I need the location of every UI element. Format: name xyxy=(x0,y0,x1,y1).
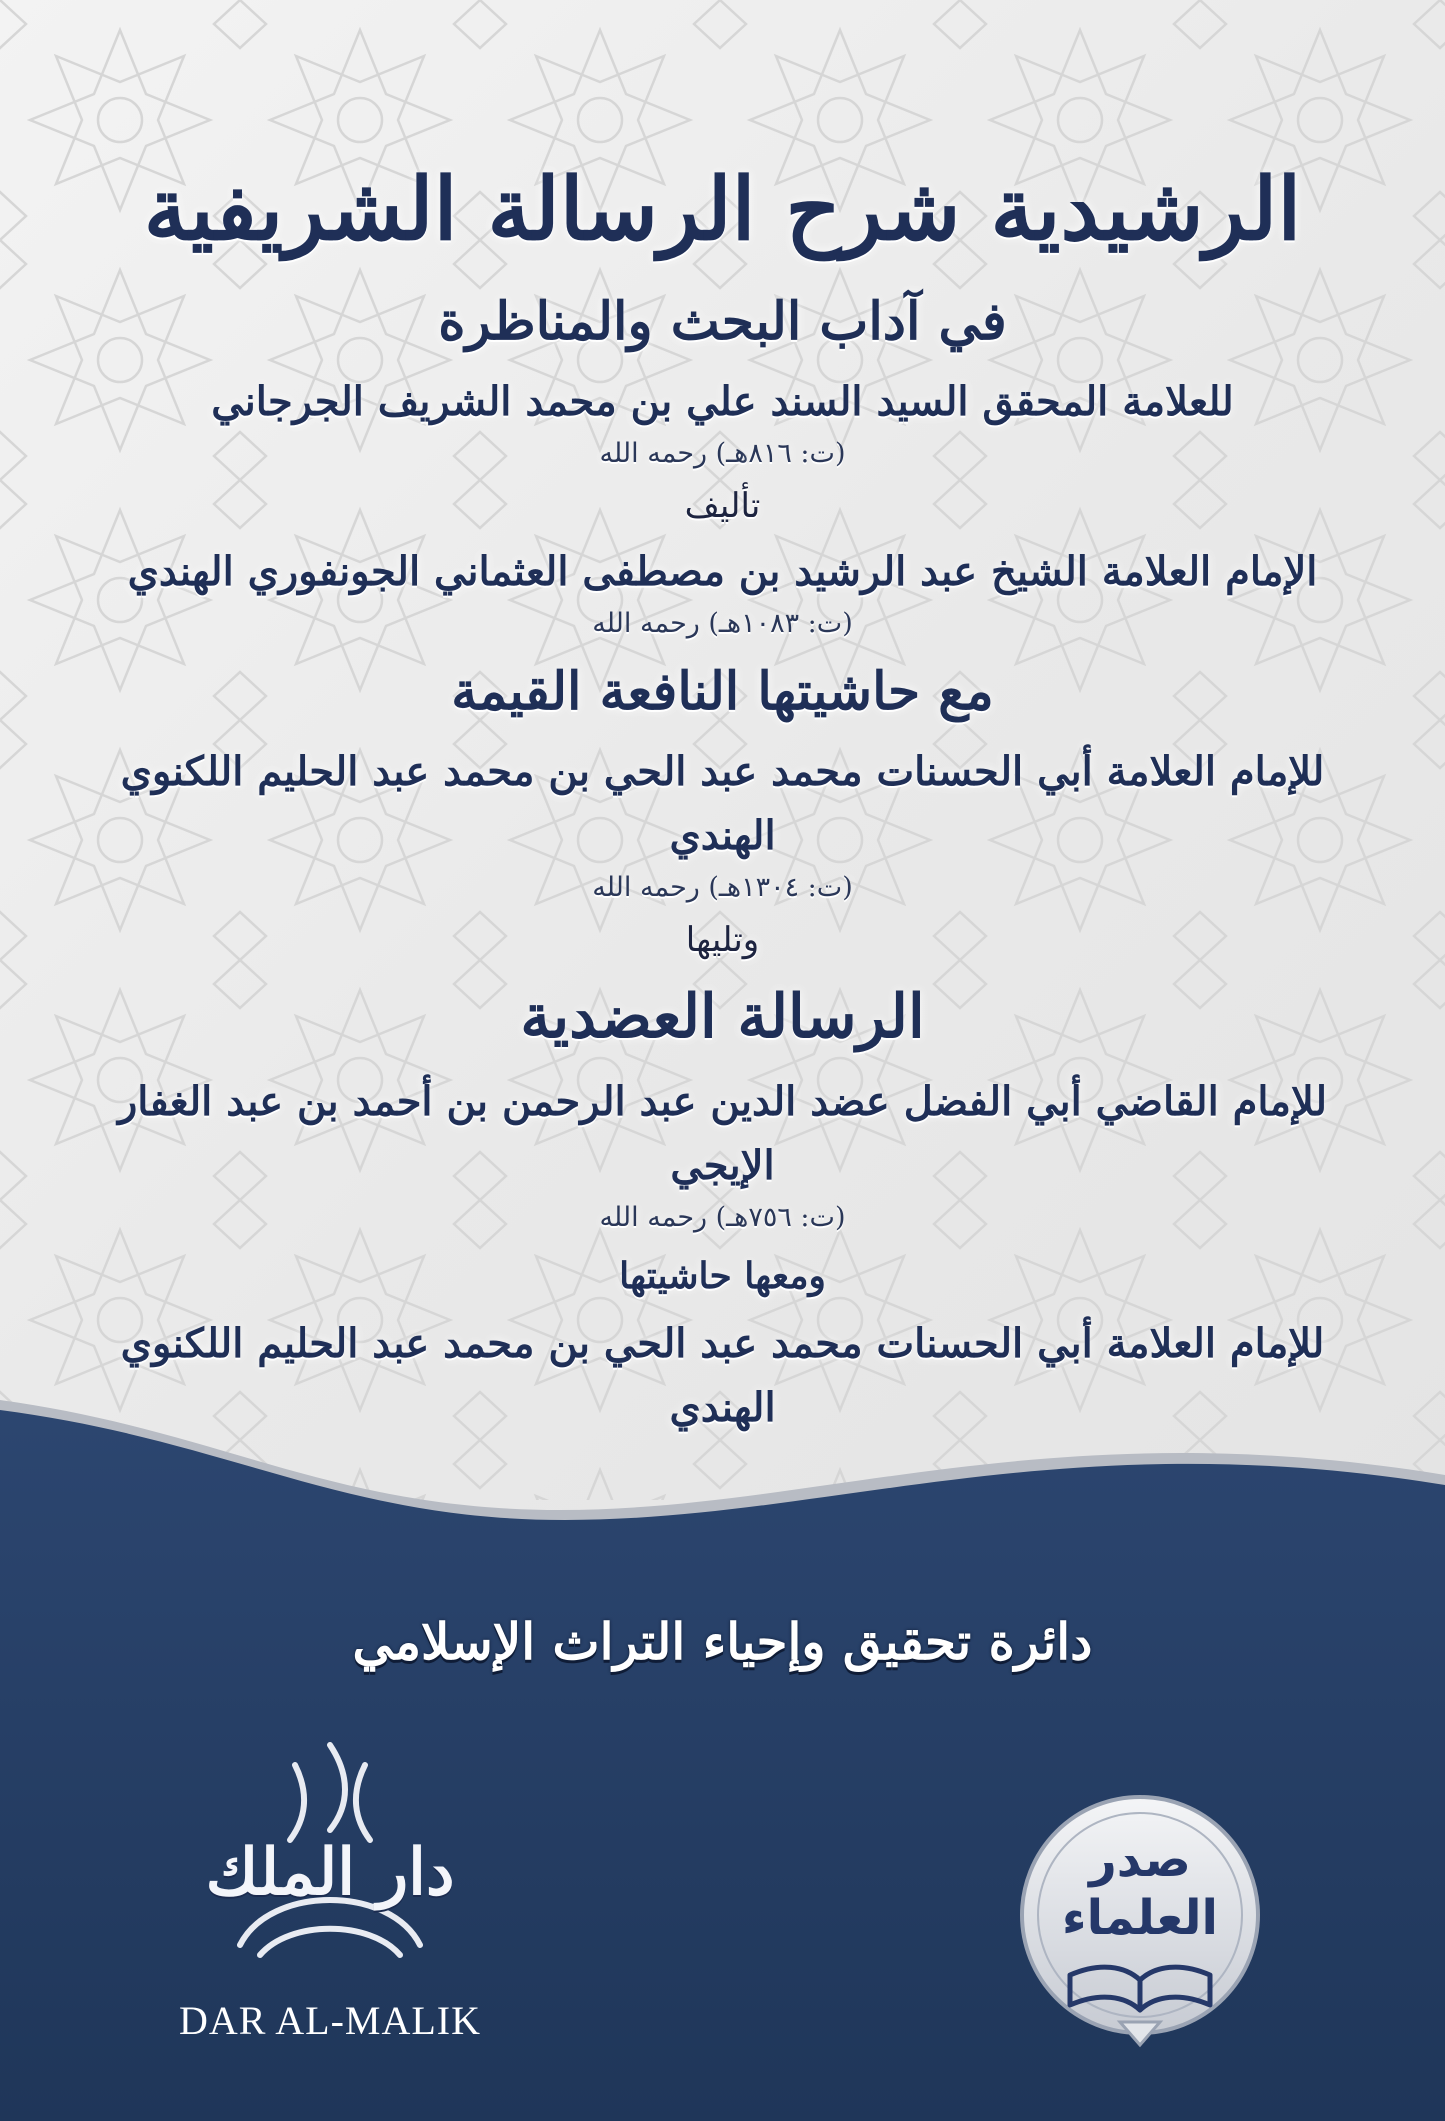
second-book-author: للإمام القاضي أبي الفضل عضد الدين عبد الرحمن بن أحمد بن عبد الغفار الإيجي xyxy=(117,1078,1328,1189)
gloss-author: للإمام العلامة أبي الحسنات محمد عبد الحي بن محمد عبد الحليم اللكنوي الهندي xyxy=(120,748,1325,859)
gloss-author-death: (ت: ١٣٠٤هـ) رحمه الله xyxy=(592,872,853,903)
commentary-author: للعلامة المحقق السيد السند علي بن محمد الشريف الجرجاني xyxy=(211,378,1234,425)
institute-name: دائرة تحقيق وإحياء التراث الإسلامي xyxy=(352,1612,1093,1671)
book-author: الإمام العلامة الشيخ عبد الرشيد بن مصطفى العثماني الجونفوري الهندي xyxy=(127,548,1318,595)
dar-al-malik-logo xyxy=(175,1735,485,2075)
seal-text-bottom: العلماء xyxy=(1062,1890,1218,1946)
gloss-heading: مع حاشيتها النافعة القيمة xyxy=(451,661,994,722)
book-author-death: (ت: ١٠٨٣هـ) رحمه الله xyxy=(592,608,853,639)
dar-al-malik-arabic-mark: دار الملك xyxy=(205,1835,455,1910)
with-gloss-label: ومعها حاشيتها xyxy=(619,1255,826,1297)
commentary-author-death: (ت: ٨١٦هـ) رحمه الله xyxy=(599,438,846,469)
dar-al-malik-caption: DAR AL-MALIK xyxy=(179,1998,481,2043)
book-title: الرشيدية شرح الرسالة الشريفية xyxy=(143,159,1302,260)
sadr-al-ulama-logo xyxy=(1010,1790,1270,2070)
second-book-author-death: (ت: ٧٥٦هـ) رحمه الله xyxy=(599,1202,846,1233)
second-gloss-author: للإمام العلامة أبي الحسنات محمد عبد الحي بن محمد عبد الحليم اللكنوي الهندي xyxy=(120,1320,1325,1431)
seal-text-top: صدر xyxy=(1089,1832,1191,1888)
authorship-label: تأليف xyxy=(684,486,761,526)
book-subtitle: في آداب البحث والمناظرة xyxy=(438,291,1007,352)
cover-text-block xyxy=(70,130,1375,1440)
followed-by-label: وتليها xyxy=(685,920,760,960)
second-book-title: الرسالة العضدية xyxy=(520,982,925,1052)
